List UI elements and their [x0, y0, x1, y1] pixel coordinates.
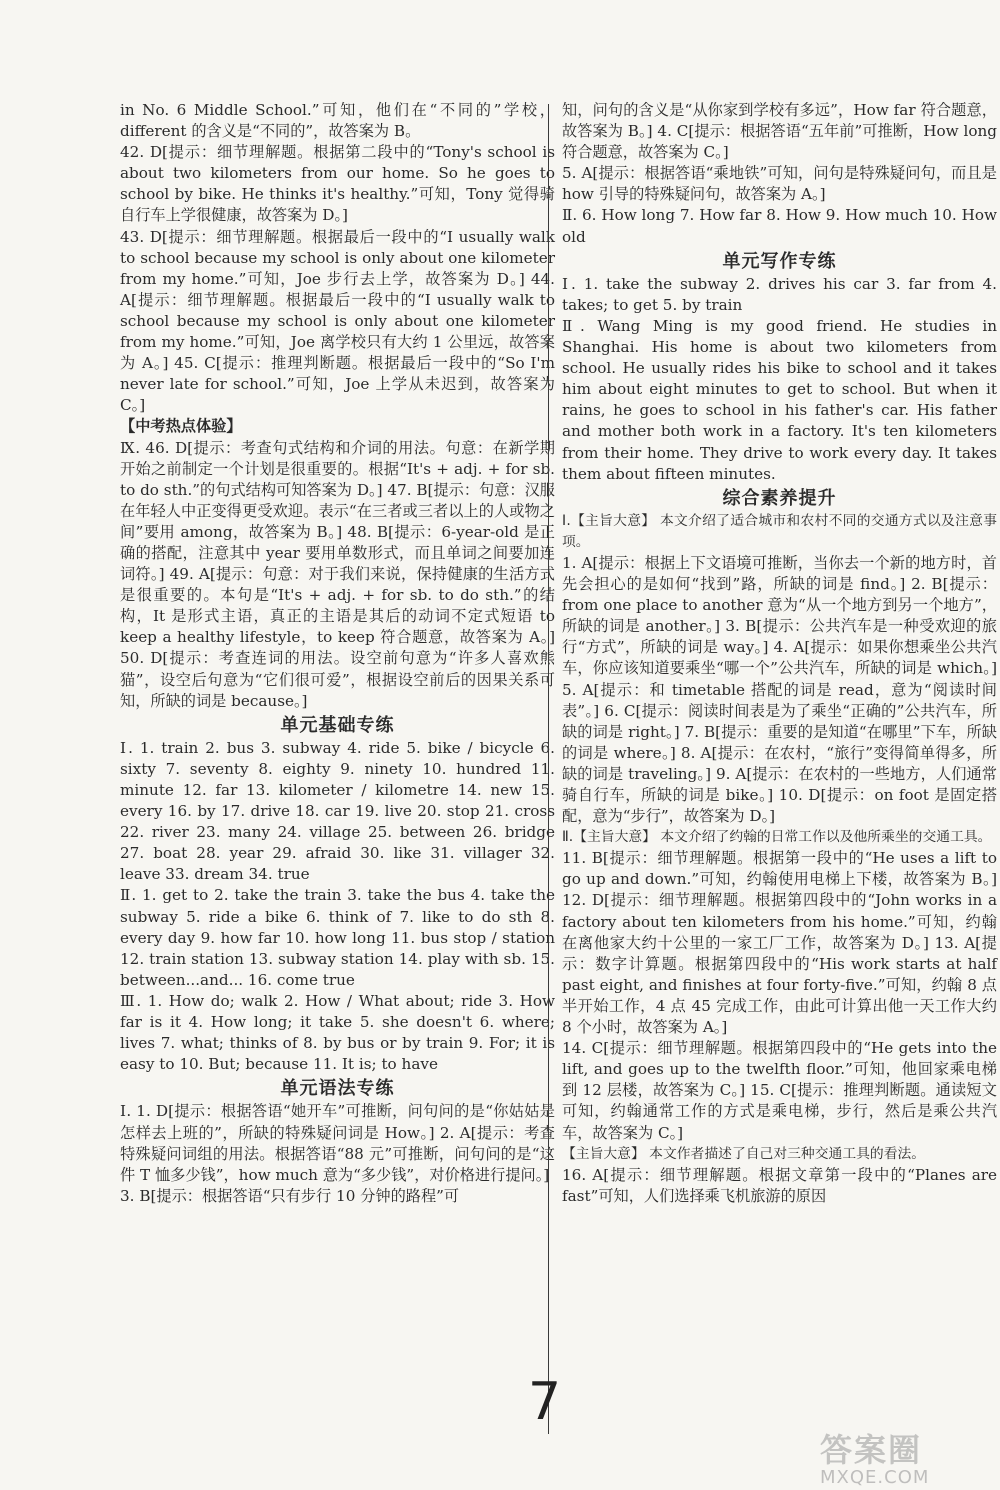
- answer-paragraph: in No. 6 Middle School.”可知，他们在“不同的”学校，different 的含义是“不同的”，故答案为 B。: [120, 101, 555, 141]
- answer-paragraph: 5. A[提示：根据答语“乘地铁”可知，问句是特殊疑问句，而且是 how 引导的特殊疑问句，故答案为 A。]: [562, 164, 997, 204]
- answer-paragraph: 3. B[提示：根据答语“只有步行 10 分钟的路程”可: [120, 1186, 460, 1205]
- section-title: 单元写作专练: [722, 250, 837, 272]
- answer-paragraph: 14. C[提示：细节理解题。根据第四段中的“He gets into the lift, and goes up to the twelfth floor.”可知，他回家乘电梯到 12 层楼，故答案为 C。] 15. C[提示：推理判断题。通读短文可知，约翰通常工作的方式是乘电梯，步行，然后是乘公共汽车，故答案为 C。]: [562, 1039, 997, 1142]
- left-column: [120, 100, 555, 1207]
- answer-paragraph: Ⅸ. 46. D[提示：考查句式结构和介词的用法。句意：在新学期开始之前制定一个计划是很重要的。根据“It's + adj. + for sb. to do sth.”的句式结构可知答案为 D。] 47. B[提示：句意：汉服在年轻人中正变得更受欢迎。表示“在三者或三者以上的人或物之间”要用 among，故答案为 B。] 48. B[提示：6-year-old 是正确的搭配，注意其中 year 要用单数形式，而且单词之间要加连词符。] 49. A[提示：句意：对于我们来说，保持健康的生活方式是很重要的。本句是“It's + adj. + for sb. to do sth.”的结构，It 是形式主语，真正的主语是其后的动词不定式短语 to keep a healthy lifestyle，to keep 符合题意，故答案为 A。] 50. D[提示：考查连词的用法。设空前句意为“许多人喜欢熊猫”，设空后句意为“它们很可爱”，根据设空前后的因果关系可知，所缺的词是 because。]: [120, 438, 555, 710]
- answer-paragraph: Ⅰ. 1. D[提示：根据答语“她开车”可推断，问句问的是“你姑姑是怎样去上班的”，所缺的特殊疑问词是 How。] 2. A[提示：考查特殊疑问词组的用法。根据答语“88 元”可推断，问句问的是“这件 T 恤多少钱”，how much 意为“多少钱”，对价格进行提问。]: [120, 1102, 555, 1184]
- page-number: 7: [528, 1372, 562, 1432]
- section-title: 综合素养提升: [722, 487, 837, 509]
- right-column: [562, 100, 997, 1207]
- answer-paragraph: 43. D[提示：细节理解题。根据最后一段中的“I usually walk to school because my school is only about one kilometer from my home.”可知，Joe 步行去上学，故答案为 D。] 44. A[提示：细节理解题。根据最后一段中的“I usually walk to school because my school is only about one kilometer from my home.”可知，Joe 离学校只有大约 1 公里远，故答案为 A。] 45. C[提示：推理判断题。根据最后一段中的“So I'm never late for school.”可知，Joe 上学从未迟到，故答案为 C。]: [120, 227, 555, 415]
- summary-paragraph: 【主旨大意】 本文作者描述了自己对三种交通工具的看法。: [562, 1145, 926, 1162]
- answer-paragraph: Ⅱ. 6. How long 7. How far 8. How 9. How much 10. How old: [562, 206, 997, 246]
- watermark-logo-text: 答案圈: [820, 1431, 923, 1469]
- answer-paragraph: Ⅱ. 1. get to 2. take the train 3. take the bus 4. take the subway 5. ride a bike 6. think of 7. like to do sth 8. every day 9. how far 10. how long 11. bus stop / station 12. train station 13. subway station 14. play with sb. 15. between...and... 16. come true: [120, 886, 555, 989]
- answer-paragraph: Ⅲ. 1. How do; walk 2. How / What about; ride 3. How far is it 4. How long; it take 5. she doesn't 6. where; lives 7. what; thinks of 8. by bus or by train 9. For; it is easy to 10. But; because 11. It is; to have: [120, 991, 555, 1074]
- summary-paragraph: Ⅱ.【主旨大意】 本文介绍了约翰的日常工作以及他所乘坐的交通工具。: [562, 829, 992, 846]
- section-title: 单元基础专练: [280, 714, 395, 736]
- answer-paragraph: Ⅰ. 1. take the subway 2. drives his car 3. far from 4. takes; to get 5. by train: [562, 274, 997, 314]
- answer-paragraph: 1. A[提示：根据上下文语境可推断，当你去一个新的地方时，首先会担心的是如何“找到”路，所缺的词是 find。] 2. B[提示：from one place to another 意为“从一个地方到另一个地方”，所缺的词是 another。] 3. B[提示：公共汽车是一种受欢迎的旅行“方式”，所缺的词是 way。] 4. A[提示：如果你想乘坐公共汽车，你应该知道要乘坐“哪一个”公共汽车，所缺的词是 which。] 5. A[提示：和 timetable 搭配的词是 read，意为“阅读时间表”。] 6. C[提示：阅读时间表是为了乘坐“正确的”公共汽车，所缺的词是 right。] 7. B[提示：重要的是知道“在哪里”下车，所缺的词是 where。] 8. A[提示：在农村，“旅行”变得简单得多，所缺的词是 traveling。] 9. A[提示：在农村的一些地方，人们通常骑自行车，所缺的词是 bike。] 10. D[提示：on foot 是固定搭配，意为“步行”，故答案为 D。]: [562, 553, 997, 826]
- answer-paragraph: Ⅱ. Wang Ming is my good friend. He studies in Shanghai. His home is about two kilometers from school. He usually rides his bike to school and it takes him about eight minutes to get to school. But when it rains, he goes to school in his father's car. His father and mother both work in a factory. It's ten kilometers from their home. They drive to work every day. It takes them about fifteen minutes.: [562, 316, 997, 483]
- answer-paragraph: 16. A[提示：细节理解题。根据文章第一段中的“Planes are fast”可知，人们选择乘飞机旅游的原因: [562, 1165, 997, 1205]
- summary-paragraph: Ⅰ.【主旨大意】 本文介绍了适合城市和农村不同的交通方式以及注意事项。: [562, 512, 997, 550]
- watermark-logo: [820, 1425, 990, 1488]
- column-divider: [548, 104, 549, 1434]
- answer-paragraph: 知，问句的含义是“从你家到学校有多远”，How far 符合题意，故答案为 B。] 4. C[提示：根据答语“五年前”可推断，How long 符合题意，故答案为 C。]: [562, 101, 997, 162]
- answer-paragraph: Ⅰ. 1. train 2. bus 3. subway 4. ride 5. bike / bicycle 6. sixty 7. seventy 8. eighty 9. ninety 10. hundred 11. minute 12. far 13. kilometer / kilometre 14. new 15. every 16. by 17. drive 18. car 19. live 20. stop 21. cross 22. river 23. many 24. village 25. between 26. bridge 27. boat 28. year 29. afraid 30. like 31. villager 32. leave 33. dream 34. true: [120, 738, 555, 884]
- watermark-logo-url: MXQE.COM: [820, 1467, 930, 1488]
- answer-paragraph: 42. D[提示：细节理解题。根据第二段中的“Tony's school is about two kilometers from our home. So he goes to school by bike. He thinks it's healthy.”可知，Tony 觉得骑自行车上学很健康，故答案为 D。]: [120, 143, 555, 225]
- answer-paragraph: 11. B[提示：细节理解题。根据第一段中的“He uses a lift to go up and down.”可知，约翰使用电梯上下楼，故答案为 B。] 12. D[提示：细节理解题。根据第四段中的“John works in a factory about ten kilometers from his home.”可知，约翰在离他家大约十公里的一家工厂工作，故答案为 D。] 13. A[提示：数字计算题。根据第四段中的“His work starts at half past eight, and finishes at four forty-five.”可知，约翰 8 点半开始工作，4 点 45 完成工作，由此可计算出他一天工作大约 8 个小时，故答案为 A。]: [562, 849, 997, 1037]
- section-title: 单元语法专练: [280, 1078, 395, 1100]
- section-tag: 【中考热点体验】: [120, 417, 242, 436]
